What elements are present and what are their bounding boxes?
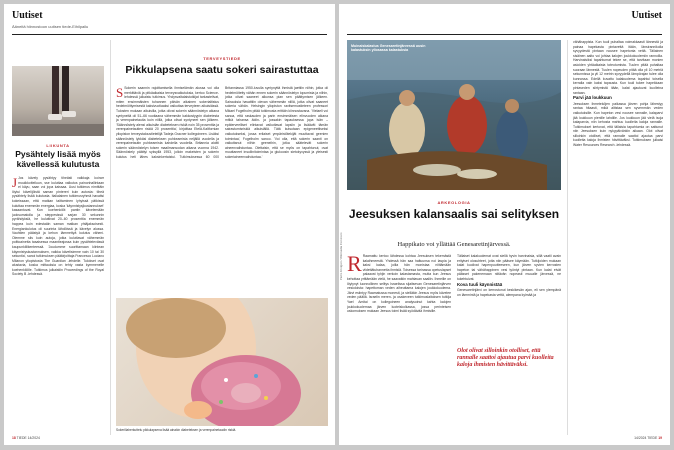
fish-story-col1: R Raamattu kertoo lähdessa kohtaa Jeesuksen tekemästä kalaihmeestä. Yhdessä hän saa haltuunsa noi laspia ja kaksi kalaa, joilla hän monistaa niittämään viidettätuhannetta ihmisiä. Toisessa tarinassa opetuslapset palaavat tyhjin verkoin kalastamasta, mutta kun Jeesus kehottaa yrittämään vielä, he saavatkin mahtavan saaliin. Ihmeille on löytynyt luonnollinen selitys Israelissa sijaitsevan Genesaretinjärven vesioloista: hapettoman veden aiheuttama kalojen joukkokuolema. Järvi esiintyy Raamatussa monesti, ja sielläkin Jeesus myös kävelee veden päällä. Israelin meren- ja osakeveen tutkimuslaitoksen tutkija Yael Amitai on kollegoineen analysoinut kahta kalojen joukkokuolemaa järven luoteiskolkassa, jossa perinteisen uskomuksen mukaan Jeesus toimi lisää syödävää ihmisille. [347,254,451,314]
main-story-headline: Pikkulapsena saatu sokeri sairastuttaa [125,64,319,76]
right-page [339,4,670,445]
subhead-strong-wind: Kova tuuli käynnistää [457,281,503,287]
main-dropcap: S [116,86,124,100]
walking-legs-image [12,66,104,136]
child-eating-donut-image [116,298,328,426]
main-story-body: S Sokerin saannin rajoittamisella ihmiselämän alussa voi olla merkittäviä ja pitkäaikaisia terveysvaikutuksia, kertoo Science-lehdessä julkaistu tutkimus. Yhdysvaltalaistutkijat tarkastelivat, miten ensimmäisten tuhannen päivän aikainen sokerialtistus hedelmöittymisestä kaksivuotiaaksi vaikuttaa terveyteen aikuisiässä. Tulosten mukaan aikuisilla, jotka olivat sokerin säännöstelyn aikana syntyneitä oli 51–66 vuotiaana vähemmän kakkostyypin diabetesta ja verenpainetautia kuin niillä, jotka olivat syntyneet sen jälkeen. 'Säännöstely alensi aikuisiän diabeteksen riskiä noin 35 prosenttia ja verenpainetautien riskiä 20 prosenttia', kirjoittaa Etelä-Kalifornian yliopiston terveystaloustieteilijä Tadeja Gracner kollegoineen. Lisäksi säännöstely lykkäsi diabeteksen puhkeamista neljällä vuodella ja verenpainetautin puhkeamista kahdella vuodella. Britannia aloitti sokerin säännöstelyn toisen maailmansodan aikana vuonna 1942. Säännöstely päättyi syksyllä 1953, jolloin makeisten ja sokerin kulutus heti lähes kaksinkertaistui. Tutkimuksessa 60 000 Britanniassa 1950-luvulla syntynyttä ihmistä jaettiin niihin, jotka oli hedelmöitetty vähän ennen sokerin säännöstelyn lopumista ja niihin, jotka olivat saaneet alkunsa pian sen päättymisen jälkeen. Sairauksia havaittiin olevan vähemmän niillä, jotka olivat saaneet sokeria vähän. Helsingin yliopiston ravitsemustieteen professori Mikael Fogelholm pitää tutkimusta erittäin kiinnostavana. 'Vielaeli voi sanoa, että raskauden ja parin ensimmäisen elinvuoden aikana mitkä tahansa äidin- ja jossakin tapauksessa jopa isän – epäterveelliset elintavat vaikuttavat lapsiin ja lisäävät tämän sairastumisriskiä aikuisiällä. Tätä kutsutaan epigeneettiseksi vaikutukseksi, jossa erilaiset ympäristötekijät muuttavat geenien toimintaa', Fogelholm sanoo. 'Voi olla, että sokerin saanti on vaikuttanut niihin geeneihin, jotka säätelevät sokerin aineenvaihduntaa. Olettaisin, että se myös on tapahtunut, ovat muuttaneet insuliinitoimintaa ja glukoosin sietokyvyssä ja yleisesti sokeriaineenvaihduntaa.' [116,86,328,159]
fish-story-tag: ARKEOLOGIA [437,200,471,205]
right-footer: 14/2024 TIEDE 19 [634,436,662,440]
column-divider [110,40,111,435]
fish-story-col3: vähähappista. Kun tuuli puhaltaa voimakkaasti lännestä ja painaa hapekasta pintavettä itään, länsirannikolla syvyydestä pintaan nousee hapetonta vettä. Tällainen sisäinen aalto voi johtaa kalojen joukkokuolemiin rannoilla. Harvinaisiksi tapahtumat tekee se, että tarvitaan monien asioiden yhtäaikaista toteutumista. Tuulen pitää puhaltaa suoraan lännestä. Tuulen nopeuden pitää olla yli 10 metriä sekunnissa ja yli 12 metrin syvyydellä lämpörajan tulee olla kunnossa. Edellä kuvattu kalakuolema tapahtui toisella kerralla vain kaksi tapausta. Kun tuuli tukee hapekkaan pintaveden siirtymistä itään, kalat ajautuvat kuolleina rantaan. Parvi jää loukkuun Jeesuksen ihmeteköjen paikassa järven pohja lähestyy rantaa hitaasti, mikä altistaa sen syvemmän veden vaikutuksille. Kun hapeton vesi nousee rannalle, kalaparvi jää loukkuun pienille lahdille. Jos loukkuun jää vielä isoja kalaparvia, niin kehosta mahtuu kuolleita kaloja rannalle. Tutkimukset kertovat, että tällaisia tapahtumia on sattunut niin Jeesuksen kuin nykypäivänkin aikaan. Olot olivat silloinkin otolliset, että rannalle saattoi ajautua parvi kuolleita kaloja ihmisten hävittäväksi. Tutkimuksen julkaisi Water Resources Research -lehdessä. [573,40,663,148]
fish-story-col2: Tällaiset kalakuolemat ovat siellä hyvin harvinaisia, sillä vaatii avain erityiset olosuhteet, jotta niin pääsee käymään. Tutkijoiden mukaan kalat kuolivat hapenpuutteeseen, kun järven syvien kerrosten hapeton tai vähähappinen vesi työntyi pintaan. Kun kalat eivät päässet pakenemaan niitävän nopeasti muualle järvessä, ne tukehtuivat. Kova tuuli käynnistää Genesaretinjärvi on kerrostunut keskikesän ajan, eli sen ylempänä on lämmintä ja hapekasta vettä, alempana kylmää ja [457,254,561,297]
header-rule [347,34,662,35]
donut-image-caption: Sokerillaherkuttelu pikkulapsena lisää ainakin diabeteksen ja verenpainetaudin riskiä. [116,428,237,432]
main-story-tag: TERVEYSTIEDE [203,56,241,61]
header-rule [12,34,327,35]
left-page [4,4,335,445]
child-donut-illustration [116,298,328,426]
fishermen-painting-image [347,40,561,190]
photo-credit: Pietro Annigoni / Wikimedia Commons [339,232,343,280]
section-label: Uutiset [12,10,43,21]
column-divider [567,40,568,435]
fish-dropcap: R [347,254,362,276]
side-story-tag: LIIKUNTA [46,143,70,148]
fishermen-illustration [347,40,561,190]
section-label: Uutiset [631,10,662,21]
painting-caption: Muinaiskalastus Genesaretinjärvessä uusin kalastuksin yliosassa kalastuksia [351,44,426,53]
subhead-school-trapped: Parvi jää loukkuun [573,95,612,101]
section-subtitle: Ääneitä hiinnostoon uutisen tiede-Eihilpailu [12,24,89,29]
fish-story-lede: Happikato voi yllättää Genesaretinjärvessä. [397,241,511,248]
side-dropcap: J [12,176,18,190]
side-story-headline: Pysähtely lisää myös kävellessä kulutusta [15,149,101,169]
fish-story-headline: Jeesuksen kalansaalis sai selityksen [348,207,560,221]
walking-legs-illustration [12,66,104,136]
pull-quote: Olot olivat silloinkin otolliset, että rannalle saattoi ajautua parvi kuolleita kaloja ihmisten hävittäväksi. [457,348,554,368]
side-story-body: J Jos kävely pysähtyy tiheästi valkkaja koirarr muuikkotteiluun, sse kuluttaa valkutus painonhallintaan ei käyu, saan voi jopa kaissaa. Uusi tutkimus nimittäin löytui kävelijöistä saman pintereri kuin autosta: tiheä pysähtely lisää kulutusta. Italialainen tutkimusryhmä havaitsi kokeissaan, että matkan taittaminen lyhyissä pätkissä kuluttaa enemmän energiaa, koska 'käynnistysjkustannukset' kasaantuvat. Kun koehenkilöt pantin kävelemään juoksumatolla ja steppesissä sarjan 30 sekunnin pyrähdyksiä, he kuluttivat 20–60 prosenttia enemmän happea kuin edestaäin saman matkan yhtäjaksoisesti. Energiankulutus oli suurinta lähdöissä ja kävelyn alussa. Vauhtien päästyä ja kehon lämmettyä kulutus väheni. Olemme siis kuin autoja, jotka kuluttavat vähemmän polttoainetta tasaisessa maantieajossa kuin pysähtelevässä kaupunkiliikenteessä. 'Joudumme suorittamaan kiintean käynnistyskustannuksen, vaikka kävelisimme vain 10 tai 30 sekuntia', sanoi tutkimuksen pääkirjoittaja Francesco Luciano Milanon yliopistosta The Guardian -lehdelle. Tulokset ovat alustavia, koska mittauksia on tehty vasta kymmenelle koehenkilölle. Tutkimus julkaistiin Proceedings of the Royal Society B -lehdessä. [12,176,104,277]
left-footer: 18 TIEDE 14/2024 [12,436,40,440]
